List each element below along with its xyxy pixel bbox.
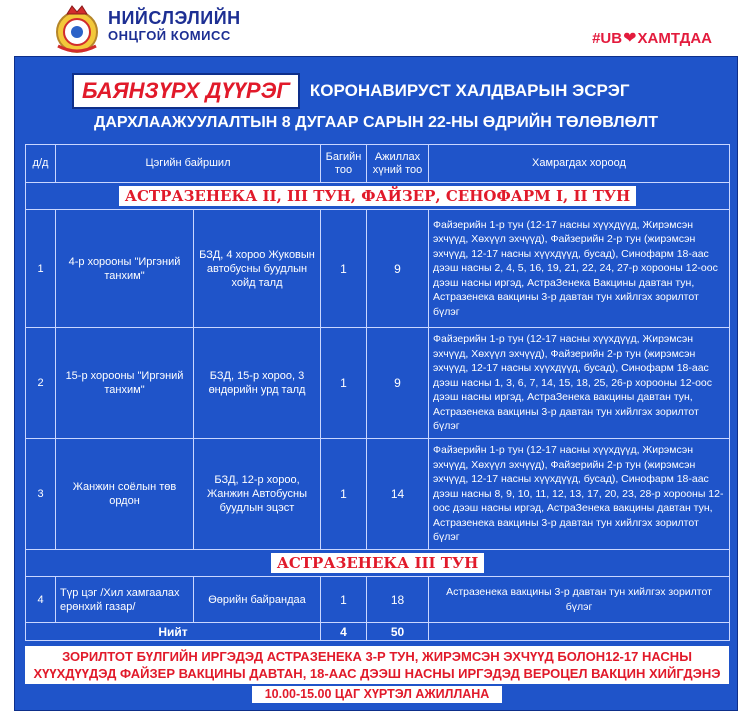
hashtag-left: #UB [592,29,623,47]
table-header-row [26,145,730,183]
org-title-line1: НИЙСЛЭЛИЙН [108,8,241,28]
section-label-1: АСТРАЗЕНЕКА II, III ТУН, ФАЙЗЕР, СЕНОФАРМ I, II ТУН [119,186,636,206]
row-teams: 1 [321,577,367,623]
city-emblem-icon [50,2,104,54]
row-staff: 14 [367,439,429,550]
row-staff: 9 [367,210,429,328]
row-num: 3 [26,439,56,550]
row-location: Жанжин соёлын төв ордон [56,439,194,550]
title-rest: КОРОНАВИРУСТ ХАЛДВАРЫН ЭСРЭГ [309,81,630,100]
row-coverage: Файзерийн 1-р тун (12-17 насны хүүхдүүд, Жирэмсэн эхчүүд, Хөхүүл эхчүүд), Файзерийн 2-р тун (жирэмсэн эхчүүд, 12-17 насны хүүхдүүд, бусад), Синофарм 18-аас дээш насны 2, 4, 5, 16, 19, 21, 22, 24, 27-р хорооны 12-оос дээш насны иргэд, АстраЗенека Вакцины давтан тун, Астразенека вакцины 3-р давтан тун хийлгэх зорилтот бүлэг [429,210,730,328]
total-row [26,623,730,641]
schedule-table [25,144,730,641]
hashtag-right: ХАМТДАА [637,29,712,47]
row-location: 4-р хорооны "Иргэний танхим" [56,210,194,328]
total-label: Нийт [26,623,321,641]
col-header-num: д/д [26,145,56,183]
table-row [26,439,730,550]
table-row [26,210,730,328]
col-header-location: Цэгийн байршил [56,145,321,183]
working-hours: 10.00-15.00 ЦАГ ХҮРТЭЛ АЖИЛЛАНА [252,686,502,703]
row-num: 1 [26,210,56,328]
section-row [26,183,730,210]
heart-icon: ❤ [623,30,637,47]
section-row [26,550,730,577]
row-address: БЗД, 12-р хороо, Жанжин Автобусны буудлын эцэст [194,439,321,550]
title-row [72,74,630,108]
row-teams: 1 [321,210,367,328]
row-coverage: Астразенека вакцины 3-р давтан тун хийлгэх зорилтот бүлэг [429,577,730,623]
row-address: Өөрийн байрандаа [194,577,321,623]
total-teams: 4 [321,623,367,641]
row-location: 15-р хорооны "Иргэний танхим" [56,328,194,439]
row-location: Түр цэг /Хил хамгаалах ерөнхий газар/ [56,577,194,623]
subtitle: ДАРХЛААЖУУЛАЛТЫН 8 ДУГААР САРЫН 22-НЫ ӨДРИЙН ТӨЛӨВЛӨЛТ [93,114,659,131]
row-coverage: Файзерийн 1-р тун (12-17 насны хүүхдүүд, Жирэмсэн эхчүүд, Хөхүүл эхчүүд), Файзерийн 2-р тун (жирэмсэн эхчүүд, 12-17 насны хүүхдүүд, бусад), Синофарм 18-аас дээш насны 1, 3, 6, 7, 14, 15, 18, 25, 26-р хорооны 12-оос дээш насны иргэд, АстраЗенека вакцины давтан тун, Астразенека вакцины 3-р давтан тун хийлгэх зорилтот бүлэг [429,328,730,439]
row-address: БЗД, 15-р хороо, 3 өндөрийн урд талд [194,328,321,439]
district-title: БАЯНЗҮРХ ДҮҮРЭГ [72,73,300,109]
col-header-teams: Багийн тоо [321,145,367,183]
table-row [26,577,730,623]
row-staff: 9 [367,328,429,439]
hashtag [592,28,712,48]
schedule-panel [14,56,738,711]
total-staff: 50 [367,623,429,641]
org-title-line2: ОНЦГОЙ КОМИСС [108,28,231,43]
section-label-2: АСТРАЗЕНЕКА III ТУН [271,553,485,573]
row-num: 2 [26,328,56,439]
org-title [108,9,241,42]
col-header-staff: Ажиллах хүний тоо [367,145,429,183]
col-header-coverage: Хамрагдах хороод [429,145,730,183]
row-teams: 1 [321,439,367,550]
notice-banner: ЗОРИЛТОТ БҮЛГИЙН ИРГЭДЭД АСТРАЗЕНЕКА 3-Р ТУН, ЖИРЭМСЭН ЭХЧҮҮД БОЛОН12-17 НАСНЫ ХҮҮХДҮҮДЭД ФАЙЗЕР ВАКЦИНЫ ДАВТАН, 18-ААС ДЭЭШ НАСНЫ ИРГЭДЭД ВЕРОЦЕЛ ВАКЦИН ХИЙГДЭНЭ [25,646,729,684]
table-row [26,328,730,439]
row-address: БЗД, 4 хороо Жуковын автобусны буудлын хойд талд [194,210,321,328]
row-teams: 1 [321,328,367,439]
row-num: 4 [26,577,56,623]
row-coverage: Файзерийн 1-р тун (12-17 насны хүүхдүүд, Жирэмсэн эхчүүд, Хөхүүл эхчүүд), Файзерийн 2-р тун (жирэмсэн эхчүүд, 12-17 насны хүүхдүүд, бусад), Синофарм 18-аас дээш насны 8, 9, 10, 11, 12, 13, 17, 20, 23, 28-р хорооны 12-оос дээш насны иргэд, АстраЗенека вакцины давтан тун, Астразенека вакцины 3-р давтан тун хийлгэх зорилтот бүлэг [429,439,730,550]
row-staff: 18 [367,577,429,623]
header [0,0,750,56]
